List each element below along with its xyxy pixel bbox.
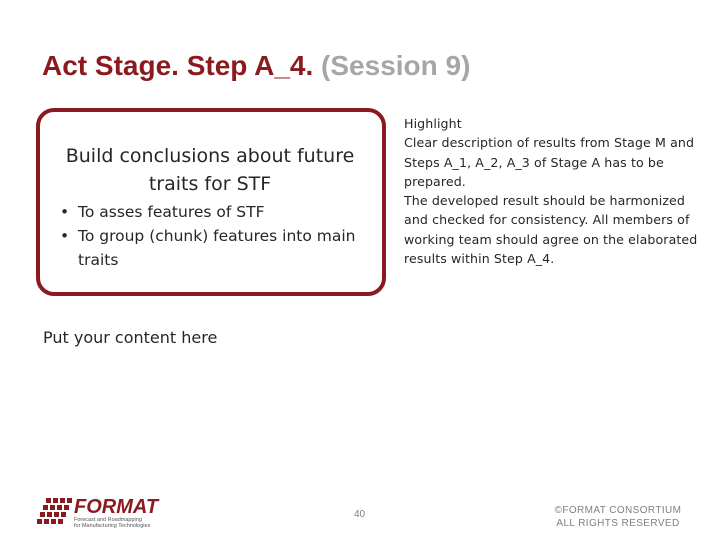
highlight-paragraph-1: Clear description of results from Stage M and Steps A_1, A_2, A_3 of Stage A has to be prepared.: [404, 135, 695, 189]
conclusions-list: [56, 200, 366, 272]
highlight-label: Highlight: [404, 116, 462, 131]
slide-title: [42, 50, 470, 82]
slide-title-session: (Session 9): [321, 50, 471, 81]
page-number: 40: [354, 509, 366, 520]
highlight-notes: [404, 114, 700, 268]
list-item: • To asses features of STF: [56, 200, 366, 224]
conclusions-heading: Build conclusions about future traits for STF: [65, 145, 355, 195]
conclusions-box: [36, 108, 386, 296]
list-item: • To group (chunk) features into main traits: [56, 224, 366, 272]
copyright-line-2: ALL RIGHTS RESERVED: [556, 518, 680, 529]
format-logo: [36, 496, 180, 530]
logo-wordmark: FORMAT: [74, 496, 159, 518]
copyright-line-1: ©FORMAT CONSORTIUM: [554, 505, 682, 516]
logo-tagline-2: for Manufacturing Technologies: [74, 523, 151, 529]
logo-squares-icon: [37, 498, 72, 524]
logo-tagline-1: Forecast and Roadmapping: [74, 517, 142, 523]
content-placeholder[interactable]: Put your content here: [43, 328, 218, 347]
slide-title-main: Act Stage. Step A_4.: [42, 50, 314, 81]
highlight-paragraph-2: The developed result should be harmonized and checked for consistency. All members of working team should agree on the elaborated results within Step A_4.: [404, 193, 698, 267]
copyright-notice: [548, 504, 688, 530]
